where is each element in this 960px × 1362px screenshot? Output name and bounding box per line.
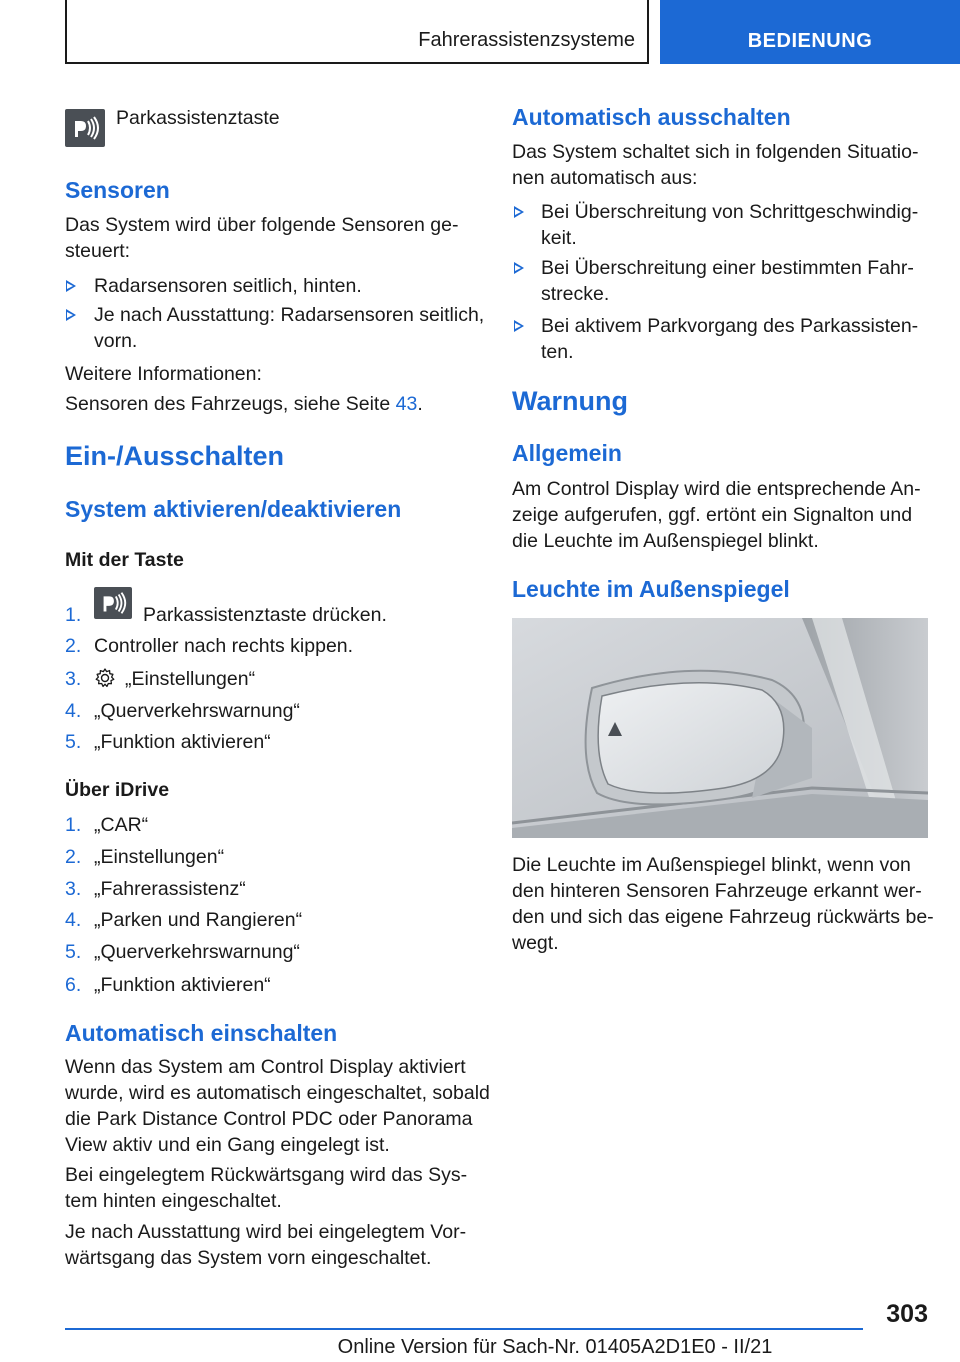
bullet-triangle-icon: [66, 309, 76, 321]
aktiv-heading: System aktivieren/deaktivieren: [65, 496, 402, 522]
bullet-triangle-icon: [514, 206, 524, 218]
sensoren-reference: [65, 391, 423, 417]
auto-aus-heading: Automatisch ausschalten: [512, 104, 791, 130]
idrive-heading: Über iDrive: [65, 779, 170, 801]
footer-version-text: Online Version für Sach-Nr. 01405A2D1E0 - II/21: [337, 1336, 773, 1358]
step-number: 1.: [65, 604, 82, 626]
step-text: „Funktion aktivieren“: [94, 974, 271, 996]
sensoren-intro-1: Das System wird über folgende Sensoren ge-: [65, 214, 459, 236]
step-number: 2.: [65, 846, 82, 868]
step-text: Controller nach rechts kippen.: [94, 635, 354, 657]
step-text: Parkassistenztaste drücken.: [143, 604, 387, 626]
auto-aus-bullet-2-l1: Bei Überschreitung einer bestimmten Fahr-: [541, 257, 914, 279]
auto-ein-p1-l1: Wenn das System am Control Display aktiviert: [65, 1056, 466, 1078]
auto-ein-heading: Automatisch einschalten: [65, 1020, 338, 1046]
step-text: „Querverkehrswarnung“: [94, 941, 300, 963]
bullet-triangle-icon: [514, 262, 524, 274]
leuchte-l3: den und sich das eigene Fahrzeug rückwärts be-: [512, 906, 934, 928]
step-number: 5.: [65, 941, 82, 963]
header-section-title: Fahrerassistenzsysteme: [418, 29, 635, 51]
sensoren-bullet-2-cont: vorn.: [94, 330, 138, 352]
step-text: „CAR“: [94, 814, 149, 836]
page-link-43[interactable]: 43: [395, 393, 418, 415]
step-text: „Funktion aktivieren“: [94, 731, 271, 753]
allgemein-l2: zeige aufgerufen, ggf. ertönt ein Signalton und: [512, 504, 913, 526]
mirror-illustration: [512, 618, 928, 838]
allgemein-l3: die Leuchte im Außenspiegel blinkt.: [512, 530, 819, 552]
step-number: 2.: [65, 635, 82, 657]
allgemein-l1: Am Control Display wird die entsprechende An-: [512, 478, 921, 500]
auto-aus-bullet-1-l2: keit.: [541, 227, 577, 249]
step-number: 3.: [65, 668, 82, 690]
leuchte-l2: den hinteren Sensoren Fahrzeuge erkannt wer-: [512, 880, 922, 902]
auto-aus-bullet-2-l2: strecke.: [541, 283, 610, 305]
page-number: 303: [886, 1300, 928, 1328]
header-section-box: [65, 0, 649, 64]
auto-ein-p2-l1: Bei eingelegtem Rückwärtsgang wird das Sys-: [65, 1164, 468, 1186]
sensoren-bullet-1: Radarsensoren seitlich, hinten.: [94, 275, 362, 297]
sensoren-heading: Sensoren: [65, 177, 170, 203]
bullet-triangle-icon: [66, 280, 76, 292]
leuchte-heading: Leuchte im Außenspiegel: [512, 576, 790, 602]
auto-ein-p1-l3: die Park Distance Control PDC oder Panorama: [65, 1108, 473, 1130]
auto-aus-intro-2: nen automatisch aus:: [512, 167, 698, 189]
warnung-heading: Warnung: [512, 386, 628, 416]
gear-icon: [94, 667, 116, 689]
parking-assist-key-icon: [94, 587, 132, 619]
bullet-triangle-icon: [514, 320, 524, 332]
auto-aus-bullet-3-l1: Bei aktivem Parkvorgang des Parkassisten-: [541, 315, 919, 337]
auto-ein-p3-l2: wärtsgang das System vorn eingeschaltet.: [65, 1247, 432, 1269]
key-label: Parkassistenztaste: [116, 107, 280, 129]
einaus-heading: Ein-/Ausschalten: [65, 441, 285, 471]
auto-aus-bullet-3-l2: ten.: [541, 341, 574, 363]
step-text: „Fahrerassistenz“: [94, 878, 246, 900]
step-number: 4.: [65, 909, 82, 931]
reference-text: Sensoren des Fahrzeugs, siehe Seite: [65, 393, 396, 415]
leuchte-l4: wegt.: [512, 932, 559, 954]
step-text: „Parken und Rangieren“: [94, 909, 303, 931]
auto-ein-p1-l4: View aktiv und ein Gang eingelegt ist.: [65, 1134, 390, 1156]
allgemein-heading: Allgemein: [512, 440, 622, 466]
auto-ein-p1-l2: wurde, wird es automatisch eingeschaltet, sobald: [65, 1082, 490, 1104]
footer-divider: [65, 1328, 863, 1330]
weitere-info: Weitere Informationen:: [65, 363, 262, 385]
step-text: „Einstellungen“: [94, 846, 225, 868]
header-tab[interactable]: [660, 0, 960, 64]
reference-end: .: [417, 393, 423, 415]
step-number: 3.: [65, 878, 82, 900]
header-tab-label: BEDIENUNG: [747, 30, 873, 52]
step-number: 4.: [65, 700, 82, 722]
parking-assist-key-icon: [65, 109, 105, 147]
sensoren-bullet-2: Je nach Ausstattung: Radarsensoren seitlich,: [94, 304, 485, 326]
step-number: 5.: [65, 731, 82, 753]
step-number: 6.: [65, 974, 82, 996]
auto-ein-p3-l1: Je nach Ausstattung wird bei eingelegtem Vor-: [65, 1221, 467, 1243]
taste-heading: Mit der Taste: [65, 549, 184, 571]
leuchte-l1: Die Leuchte im Außenspiegel blinkt, wenn von: [512, 854, 911, 876]
auto-ein-p2-l2: tem hinten eingeschaltet.: [65, 1190, 282, 1212]
step-text: „Querverkehrswarnung“: [94, 700, 300, 722]
step-text: „Einstellungen“: [125, 668, 256, 690]
sensoren-intro-2: steuert:: [65, 240, 131, 262]
step-number: 1.: [65, 814, 82, 836]
auto-aus-intro-1: Das System schaltet sich in folgenden Situatio-: [512, 141, 919, 163]
auto-aus-bullet-1-l1: Bei Überschreitung von Schrittgeschwindig-: [541, 201, 919, 223]
